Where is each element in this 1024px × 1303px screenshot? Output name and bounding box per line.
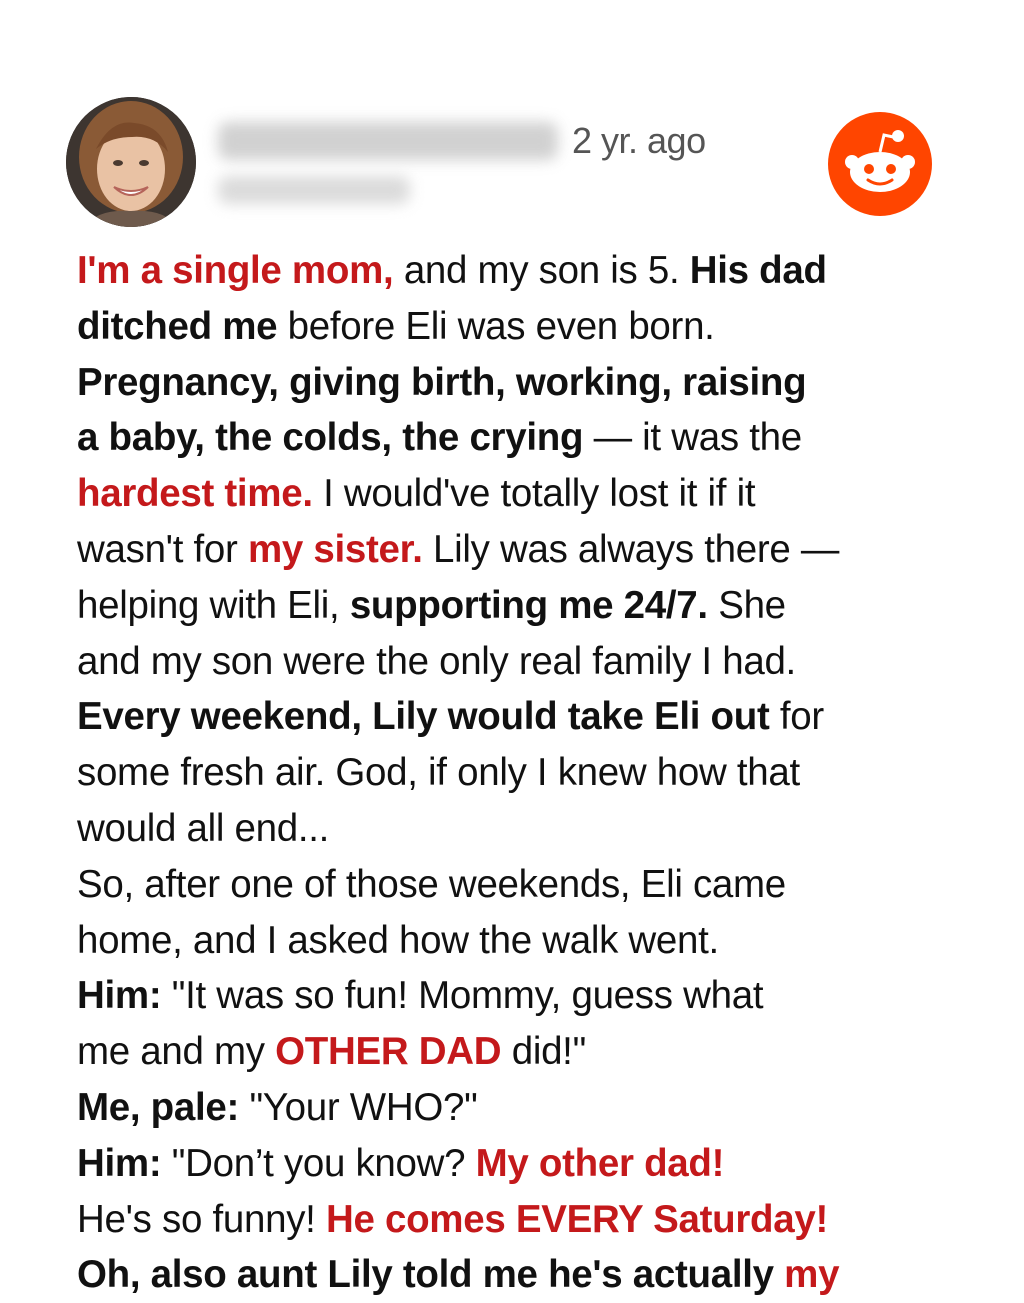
highlight-red: My other dad! (475, 1141, 725, 1185)
story-text: home, and I asked how the walk went. (77, 918, 719, 962)
highlight-bold: supporting me 24/7. (349, 583, 708, 627)
story-text: did!" (501, 1030, 586, 1074)
story-text: for (769, 695, 824, 739)
speaker-label: Him: (77, 974, 162, 1018)
story-line (77, 1192, 977, 1248)
highlight-red: my (773, 1253, 840, 1297)
post-header (0, 0, 1024, 230)
story-line (77, 745, 977, 801)
story-text: me and my (77, 1030, 276, 1074)
story-line (77, 355, 977, 411)
highlight-red: I'm a single mom, (77, 249, 394, 292)
reddit-logo[interactable] (828, 112, 932, 216)
speaker-label: Me, pale: (77, 1085, 240, 1129)
story-text: I would've totally lost it if it (312, 472, 756, 516)
story-line (77, 522, 977, 578)
subtitle-blurred (218, 176, 410, 204)
story-text: — it was the (583, 416, 802, 460)
story-line (77, 1247, 977, 1303)
story-line (77, 689, 977, 745)
story-line (77, 466, 977, 522)
avatar-photo-icon (66, 97, 196, 227)
story-text: He's so funny! (77, 1197, 326, 1241)
story-text: "Don’t you know? (161, 1141, 476, 1185)
username-blurred[interactable] (218, 122, 558, 160)
story-text: "It was so fun! Mommy, guess what (161, 974, 764, 1018)
story-text: some fresh air. God, if only I knew how that (77, 751, 800, 795)
story-text: "Your WHO?" (239, 1085, 478, 1129)
story-line (77, 634, 977, 690)
highlight-bold: His dad (689, 249, 827, 292)
story-text: So, after one of those weekends, Eli came (77, 862, 786, 906)
highlight-bold: a baby, the colds, the crying (77, 416, 584, 460)
story-line (77, 410, 977, 466)
story-text: would all end... (77, 806, 330, 850)
story-line (77, 1024, 977, 1080)
highlight-bold: Every weekend, Lily would take Eli out (77, 695, 770, 739)
speaker-label: Him: (77, 1141, 162, 1185)
highlight-red: my sister. (247, 527, 423, 571)
reddit-alien-icon (828, 112, 932, 216)
post-timestamp: 2 yr. ago (572, 120, 706, 161)
highlight-bold: Pregnancy, giving birth, working, raising (77, 360, 807, 404)
story-line (77, 913, 977, 969)
story-text: wasn't for (77, 527, 248, 571)
story-line (77, 801, 977, 857)
story-text: She (707, 583, 786, 627)
highlight-bold: ditched me (77, 304, 278, 348)
story-text: helping with Eli, (77, 583, 350, 627)
story-text: and my son were the only real family I had. (77, 639, 796, 683)
story-text: Lily was always there — (422, 527, 840, 571)
story-line (77, 857, 977, 913)
story-body (77, 243, 977, 1303)
highlight-red: OTHER DAD (275, 1030, 502, 1074)
story-line (77, 299, 977, 355)
story-text: before Eli was even born. (277, 304, 715, 348)
highlight-red: He comes EVERY Saturday! (325, 1197, 829, 1241)
highlight-red: hardest time. (77, 472, 313, 516)
story-line (77, 968, 977, 1024)
story-line (77, 1136, 977, 1192)
story-line (77, 578, 977, 634)
story-line (77, 243, 977, 299)
user-avatar[interactable] (66, 97, 196, 227)
story-text: and my son is 5. (393, 249, 690, 292)
story-line (77, 1080, 977, 1136)
highlight-bold: Oh, also aunt Lily told me he's actually (77, 1253, 774, 1297)
